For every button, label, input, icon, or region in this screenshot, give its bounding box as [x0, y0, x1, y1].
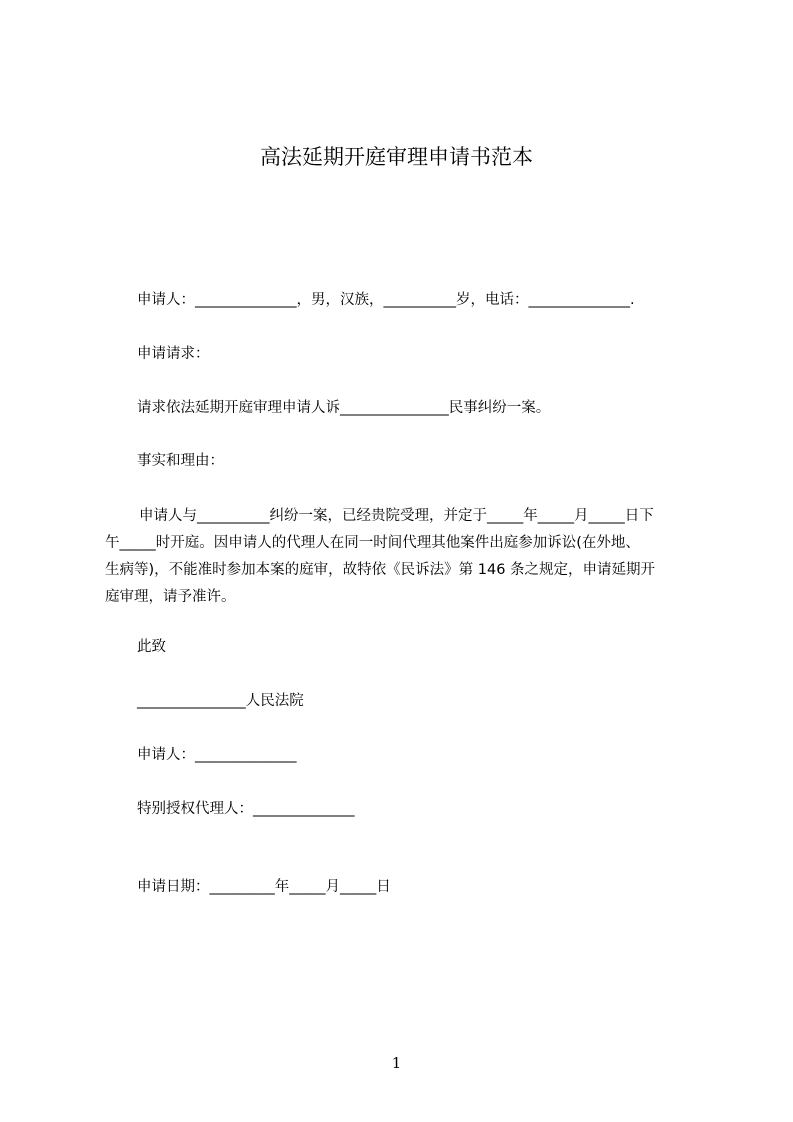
facts-line-1: 申请人与__________纠纷一案，已经贵院受理，并定于_____年_____月_____日下 [139, 508, 654, 524]
application-date: 申请日期：_________年_____月_____日 [137, 879, 391, 895]
page-number: 1 [391, 1054, 402, 1072]
facts-paragraph [105, 503, 711, 611]
facts-heading: 事实和理由： [137, 453, 224, 469]
facts-line-2: 午_____时开庭。因申请人的代理人在同一时间代理其他案件出庭参加诉讼(在外地、 [105, 535, 640, 551]
facts-line-3: 生病等)，不能准时参加本案的庭审，故特依《民诉法》第 146 条之规定，申请延期开 [105, 562, 656, 578]
document-title: 高法延期开庭审理申请书范本 [260, 145, 533, 169]
signature-agent: 特别授权代理人：______________ [137, 801, 355, 817]
applicant-info-line: 申请人：______________，男，汉族，__________岁，电话：______________. [137, 292, 635, 308]
court-line: _______________人民法院 [137, 693, 304, 709]
request-heading: 申请请求： [137, 346, 210, 362]
salutation: 此致 [137, 639, 166, 655]
facts-line-4: 庭审理，请予准许。 [105, 589, 236, 605]
request-body: 请求依法延期开庭审理申请人诉_______________民事纠纷一案。 [137, 400, 551, 416]
signature-applicant: 申请人：______________ [137, 747, 297, 763]
